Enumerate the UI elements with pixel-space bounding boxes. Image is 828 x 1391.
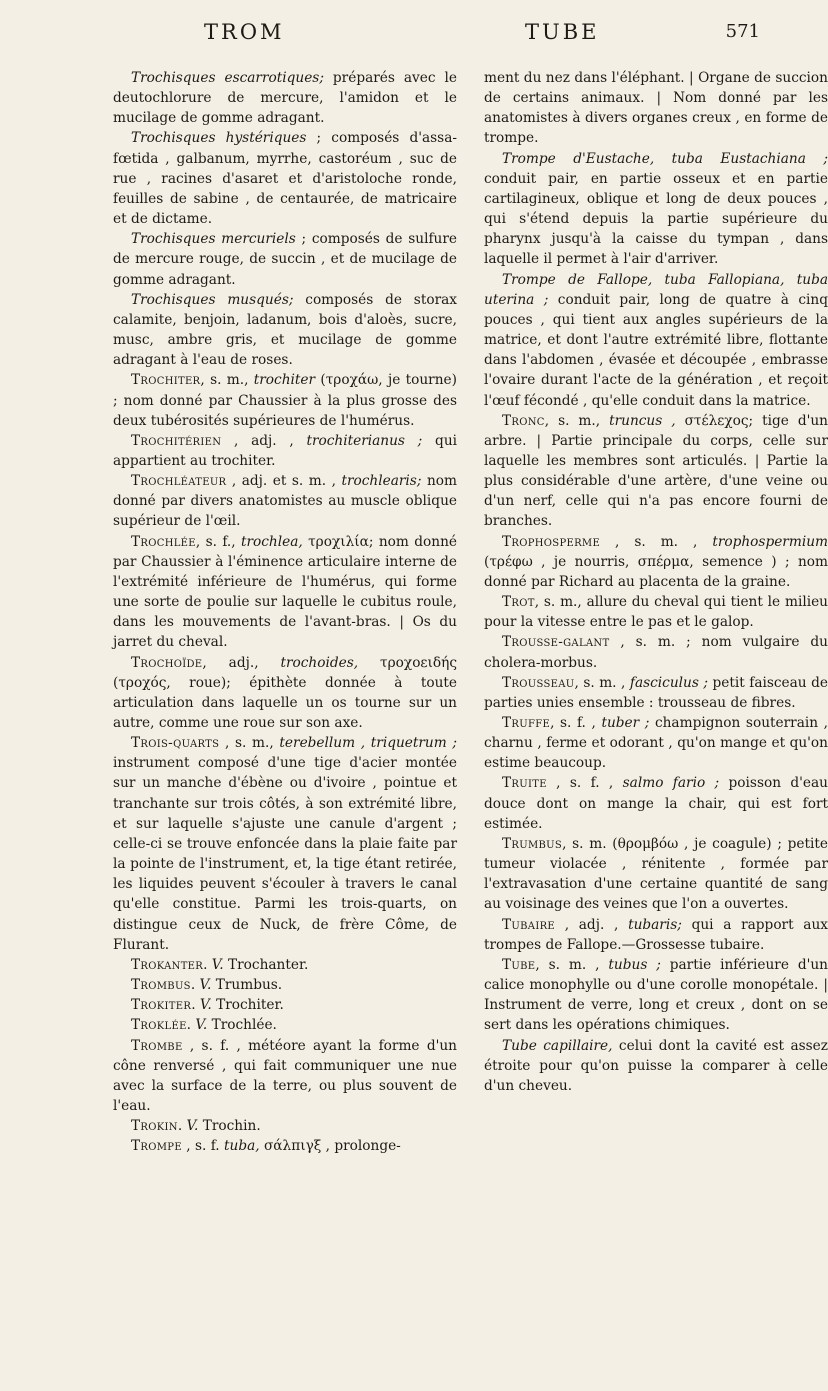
entry-definition: conduit pair, long de quatre à cinq pouces , qui tient aux angles supérieurs de la matrice, et dont l'autre extrémité libre, flottante dans l'abdomen , évasée et découpée , embrasse l'ovaire durant l'acte de la génération , et reçoit l'œuf fécondé , qu'elle conduit dans la matrice. (484, 291, 828, 409)
entry-headword: Trochiter (131, 372, 201, 389)
entry-text: , s. m. ; nom vulgaire du cholera-morbus. (484, 634, 828, 671)
entry-italic: V. (199, 997, 212, 1014)
entry-italic: V. (211, 956, 224, 973)
entry-text: , s. m. , (574, 674, 630, 691)
entry-italic: Tube capillaire, (502, 1037, 613, 1054)
entry-text: . (186, 1017, 196, 1034)
entry-headword: Trousseau (502, 674, 575, 691)
entry-definition: préparés avec le deutochlorure de mercure, l'amidon et le mucilage de gomme adragant. (113, 70, 458, 127)
entry-text: . (177, 1118, 187, 1135)
entry-headword: Trochitérien (131, 432, 222, 449)
entry-headword: Trombus (131, 977, 191, 994)
entry-headword: Tube (502, 956, 536, 973)
entry-definition: petit faisceau de parties unies ensemble : trousseau de fibres. (484, 674, 828, 711)
header-right-word: TUBE (525, 20, 600, 44)
dictionary-entry (484, 955, 828, 1036)
dictionary-entry (113, 733, 457, 955)
entry-italic: trochlearis; (341, 473, 422, 490)
entry-text: . (203, 956, 212, 973)
entry-italic: V. (199, 977, 212, 994)
entry-definition: Trochin. (198, 1118, 261, 1135)
entry-headword: Truite (502, 775, 547, 792)
dictionary-entry (113, 431, 457, 471)
entry-italic: Trochisques mercuriels (131, 231, 296, 248)
entry-definition: Trochlée. (207, 1017, 277, 1034)
entry-italic: tubaris; (628, 916, 682, 933)
entry-italic: Trompe d'Eustache, tuba Eustachiana ; (502, 150, 828, 167)
entry-headword: Trokanter (131, 956, 204, 973)
right-column (484, 68, 828, 1096)
entry-headword: Tubaire (502, 916, 556, 933)
entry-text: , s. m. (θρομβόω , je coagule) ; petite tumeur violacée , rénitente , formée par l'extravasation d'une certaine quantité de sang au voisinage des veines que l'on a ouvertes. (484, 835, 828, 913)
entry-italic: fasciculus ; (629, 674, 708, 691)
dictionary-entry (484, 592, 828, 632)
dictionary-entry (484, 915, 828, 955)
entry-definition: Trochiter. (211, 997, 284, 1014)
entry-definition: poisson d'eau douce dont on mange la chair, qui est fort estimée. (484, 775, 828, 832)
entry-text: , s. m., (200, 372, 254, 389)
entry-headword: Trokin (131, 1118, 178, 1135)
dictionary-entry (113, 653, 457, 734)
entry-italic: Trochisques musqués; (131, 291, 294, 308)
entry-text: , s. f. , météore ayant la forme d'un cône renversé , qui fait communiquer une nue avec la surface de la terre, ou plus souvent de l'eau. (113, 1037, 457, 1114)
entry-headword: Trochléateur (131, 473, 227, 490)
entry-headword: Trumbus (502, 835, 563, 852)
entry-text: , adj. , (221, 432, 307, 449)
entry-italic: V. (186, 1118, 199, 1135)
dictionary-entry (113, 68, 457, 128)
entry-definition: τροχοειδής (τροχός, roue); épithète donnée à toute articulation dans laquelle un os tourne sur un autre, comme une roue sur son axe. (113, 654, 457, 731)
entry-italic: trochlea, (240, 533, 303, 550)
dictionary-entry (113, 370, 457, 430)
entry-italic: salmo fario ; (622, 775, 720, 792)
entry-italic: Trompe de Fallope, tuba Fallopiana, tuba uterina ; (484, 271, 828, 308)
entry-definition: champignon souterrain , charnu , ferme et odorant , qu'on mange et qu'on estime beaucoup. (484, 715, 828, 772)
entry-italic: tubus ; (608, 956, 661, 973)
entry-headword: Trokiter (131, 997, 192, 1014)
entry-definition: ; composés de sulfure de mercure rouge, de succin , et de mucilage de gomme adragant. (113, 231, 458, 288)
dictionary-entry (113, 290, 457, 371)
entry-text: , s. m., allure du cheval qui tient le milieu pour la vitesse entre le pas et le galop. (484, 594, 828, 631)
entry-definition: τροχιλία; nom donné par Chaussier à l'éminence articulaire interne de l'extrémité inférieure de l'humérus, qui forme une sorte de poulie sur laquelle le cubitus roule, dans les mouvements de l'avant-bras. | Os du jarret du cheval. (113, 533, 457, 651)
entry-text: , s. m., (544, 412, 610, 429)
entry-definition: στέλεχος; tige d'un arbre. | Partie principale du corps, celle sur laquelle les membres sont articulés. | Partie la plus considérable d'une artère, d'une veine ou d'un nerf, celle qui n'a pas encore fourni de branches. (484, 412, 828, 530)
entry-text: , s. m., (219, 735, 280, 752)
entry-italic: tuber ; (601, 715, 650, 731)
entry-headword: Trot (502, 594, 535, 611)
entry-text: , s. f. , (550, 715, 602, 731)
entry-definition: instrument composé d'une tige d'acier montée sur un manche d'ébène ou d'ivoire , pointue et tranchante sur trois côtés, à son extrémité libre, et sur laquelle s'ajuste une canule d'argent ; celle-ci se trouve enfoncée dans la plaie faite par la pointe de l'instrument, et, la tige étant retirée, les liquides peuvent s'écouler à travers le canal qu'elle constitue. Parmi les trois-quarts, on distingue ceux de Nuck, de frère Côme, de Flurant. (113, 755, 457, 953)
entry-text: ment du nez dans l'éléphant. | Organe de succion de certains animaux. | Nom donné par les anatomistes à divers organes creux , en forme de trompe. (484, 70, 828, 147)
entry-text: , s. m. , (600, 533, 713, 550)
entry-headword: Troklée (131, 1017, 187, 1034)
entry-definition: Trumbus. (211, 977, 283, 994)
entry-italic: terebellum , triquetrum ; (279, 735, 458, 752)
entry-definition: composés de storax calamite, benjoin, ladanum, bois d'aloès, sucre, musc, ambre gris, et mucilage de gomme adragant à l'eau de roses. (113, 291, 457, 369)
entry-italic: V. (195, 1017, 208, 1034)
left-column (113, 68, 457, 1156)
dictionary-entry (484, 411, 828, 532)
dictionary-entry (113, 128, 457, 229)
dictionary-entry (484, 270, 828, 411)
dictionary-entry (484, 834, 828, 915)
entry-italic: trophospermium (712, 533, 828, 550)
entry-headword: Trois-quarts (131, 735, 220, 752)
dictionary-entry (113, 532, 457, 653)
page-number: 571 (725, 21, 760, 42)
entry-definition: conduit pair, en partie osseux et en partie cartilagineux, oblique et long de deux pouces , qui s'étend depuis la partie supérieure du pharynx jusqu'à la caisse du tympan , dans laquelle il permet à l'air d'arriver. (484, 170, 828, 268)
dictionary-entry (484, 532, 828, 592)
entry-italic: trochiterianus ; (306, 432, 423, 449)
entry-text: . (190, 977, 200, 994)
entry-headword: Trousse-galant (502, 634, 610, 651)
entry-headword: Trochlée (131, 533, 196, 550)
entry-text: , s. f. (181, 1138, 224, 1155)
entry-headword: Trompe (131, 1138, 182, 1155)
running-header (100, 20, 760, 52)
entry-headword: Truffe (502, 715, 551, 731)
dictionary-entry (484, 673, 828, 713)
entry-italic: Trochisques escarrotiques; (131, 70, 324, 86)
entry-text: , s. f. , (546, 775, 623, 792)
entry-text: , s. f., (195, 533, 241, 550)
dictionary-entry (484, 773, 828, 833)
entry-definition: qui a rapport aux trompes de Fallope.—Grossesse tubaire. (484, 916, 828, 953)
dictionary-entry (113, 1136, 457, 1156)
dictionary-entry (113, 975, 457, 995)
entry-text: , s. m. , (535, 956, 609, 973)
dictionary-entry (484, 632, 828, 672)
entry-italic: Trochisques hystériques (131, 130, 307, 147)
entry-definition: celui dont la cavité est assez étroite pour qu'on puisse la comparer à celle d'un cheveu. (484, 1037, 828, 1094)
entry-text: , adj. , (555, 916, 629, 933)
entry-definition: partie inférieure d'un calice monophylle ou d'une corolle monopétale. | Instrument de verre, long et creux , dont on se sert dans les opérations chimiques. (484, 956, 828, 1034)
dictionary-entry (113, 1116, 457, 1136)
entry-italic: tuba, (224, 1138, 260, 1155)
entry-headword: Tronc (502, 412, 545, 429)
entry-definition: qui appartient au trochiter. (113, 432, 458, 469)
entry-text: , adj., (202, 654, 281, 671)
dictionary-entry (484, 1036, 828, 1096)
header-left-word: TROM (204, 20, 285, 44)
dictionary-entry (113, 995, 457, 1015)
entry-definition: nom donné par divers anatomistes au muscle oblique supérieur de l'œil. (113, 473, 457, 530)
entry-definition: σάλπιγξ , prolonge- (259, 1138, 401, 1155)
entry-italic: trochiter (253, 372, 316, 389)
entry-definition: Trochanter. (223, 956, 309, 973)
dictionary-entry (484, 149, 828, 270)
entry-definition: (τροχάω, je tourne) ; nom donné par Chaussier à la plus grosse des deux tubérosités supérieures de l'humérus. (113, 372, 457, 429)
entry-definition: (τρέφω , je nourris, σπέρμα, semence ) ; nom donné par Richard au placenta de la graine. (484, 553, 828, 590)
entry-italic: trochoides, (280, 654, 359, 671)
entry-text: , adj. et s. m. , (226, 473, 342, 490)
dictionary-entry (484, 713, 828, 773)
dictionary-entry (484, 68, 828, 149)
dictionary-entry (113, 955, 457, 975)
entry-text: . (191, 997, 200, 1014)
dictionary-entry (113, 471, 457, 531)
dictionary-entry (113, 229, 457, 289)
dictionary-entry (113, 1015, 457, 1035)
entry-italic: truncus , (609, 412, 676, 429)
entry-definition: ; composés d'assa-fœtida , galbanum, myrrhe, castoréum , suc de rue , racines d'asaret et d'aristoloche ronde, feuilles de sabine , de centaurée, de matricaire et de dictame. (113, 130, 457, 228)
entry-headword: Trophosperme (502, 533, 601, 550)
entry-headword: Trochoïde (131, 654, 203, 671)
dictionary-entry (113, 1036, 457, 1117)
entry-headword: Trombe (131, 1037, 183, 1054)
